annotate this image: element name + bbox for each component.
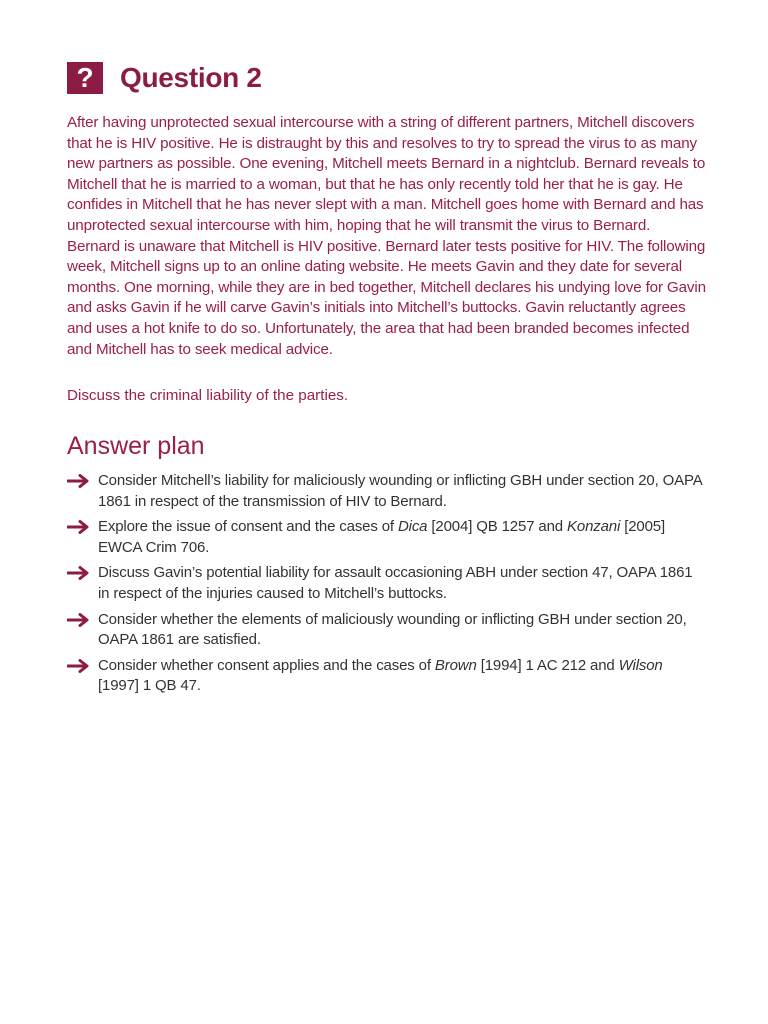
case-name: Brown — [434, 656, 477, 674]
case-name: Dica — [397, 518, 428, 536]
answer-plan-item — [67, 517, 707, 558]
arrow-right-icon — [67, 520, 91, 539]
answer-plan-heading: Answer plan — [67, 432, 205, 460]
answer-plan-item — [67, 656, 707, 697]
arrow-right-icon — [67, 474, 91, 493]
answer-plan-list — [67, 471, 707, 702]
answer-plan-item-text: Explore the issue of consent and the cases of Dica [2004] QB 1257 and Konzani [2005] EWCA Crim 706. — [98, 518, 666, 556]
answer-plan-item-text: Discuss Gavin’s potential liability for assault occasioning ABH under section 47, OAPA 1861 in respect of the injuries caused to Mitchell’s buttocks. — [98, 564, 693, 602]
answer-plan-item — [67, 471, 707, 512]
answer-plan-item — [67, 610, 707, 651]
question-title: Question 2 — [120, 62, 262, 93]
arrow-right-icon — [67, 613, 91, 632]
answer-plan-item-text: Consider Mitchell’s liability for maliciously wounding or inflicting GBH under section 20, OAPA 1861 in respect of the transmission of HIV to Bernard. — [98, 472, 702, 510]
question-header — [67, 62, 262, 94]
answer-plan-item-text: Consider whether consent applies and the cases of Brown [1994] 1 AC 212 and Wilson [1997] 1 QB 47. — [98, 656, 663, 695]
arrow-right-icon — [67, 566, 91, 585]
case-name: Wilson — [618, 656, 663, 674]
question-paragraph: After having unprotected sexual intercourse with a string of different partners, Mitchell discovers that he is HIV positive. He is distraught by this and resolves to try to spread the virus to as many new partners as possible. One evening, Mitchell meets Bernard in a nightclub. Bernard reveals to Mitchell that he is married to a woman, but that he has only recently told her that he is gay. He confides in Mitchell that he has never slept with a man. Mitchell goes home with Bernard and has unprotected sexual intercourse with him, hoping that he will transmit the virus to Bernard. Bernard is unaware that Mitchell is HIV positive. Bernard later tests positive for HIV. The following week, Mitchell signs up to an online dating website. He meets Gavin and they date for several months. One morning, while they are in bed together, Mitchell declares his undying love for Gavin and asks Gavin if he will carve Gavin’s initials into Mitchell’s buttocks. Gavin reluctantly agrees and uses a hot knife to do so. Unfortunately, the area that had been branded becomes infected and Mitchell has to seek medical advice. — [67, 114, 706, 358]
question-instruction: Discuss the criminal liability of the parties. — [67, 387, 349, 404]
arrow-right-icon — [67, 659, 91, 678]
question-mark-icon: ? — [67, 62, 103, 94]
case-name: Konzani — [567, 518, 621, 536]
answer-plan-item-text: Consider whether the elements of maliciously wounding or inflicting GBH under section 20, OAPA 1861 are satisfied. — [98, 610, 687, 649]
answer-plan-item — [67, 563, 707, 604]
